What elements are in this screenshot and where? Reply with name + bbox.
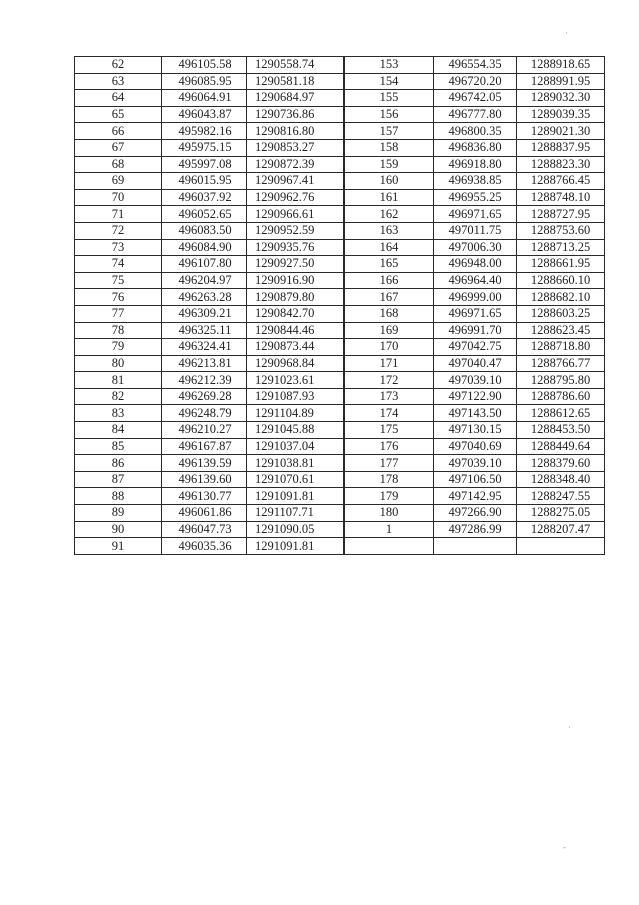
left-y-coordinate-cell: 1290968.84 — [247, 355, 345, 372]
left-point-number-cell: 77 — [75, 305, 162, 322]
right-point-number-cell: 175 — [344, 422, 434, 439]
left-x-coordinate-cell: 496047.73 — [162, 521, 247, 538]
left-x-coordinate-cell: 496085.95 — [162, 73, 247, 90]
coordinate-sheet — [74, 56, 605, 555]
table-row — [75, 173, 605, 190]
right-x-coordinate-cell: 497142.95 — [434, 488, 517, 505]
left-x-coordinate-cell: 496324.41 — [162, 339, 247, 356]
right-x-coordinate-cell: 496971.65 — [434, 206, 517, 223]
right-point-number-cell: 158 — [344, 139, 434, 156]
right-x-coordinate-cell: 497039.10 — [434, 372, 517, 389]
left-point-number-cell: 84 — [75, 422, 162, 439]
right-y-coordinate-cell: 1288682.10 — [517, 289, 605, 306]
left-x-coordinate-cell: 496167.87 — [162, 438, 247, 455]
table-row — [75, 139, 605, 156]
right-point-number-cell: 154 — [344, 73, 434, 90]
right-x-coordinate-cell: 497130.15 — [434, 422, 517, 439]
right-x-coordinate-cell: 497286.99 — [434, 521, 517, 538]
right-y-coordinate-cell: 1288748.10 — [517, 189, 605, 206]
left-y-coordinate-cell: 1291037.04 — [247, 438, 345, 455]
scan-speck: · — [565, 28, 568, 38]
left-point-number-cell: 63 — [75, 73, 162, 90]
right-x-coordinate-cell: 496918.80 — [434, 156, 517, 173]
table-row — [75, 455, 605, 472]
left-point-number-cell: 75 — [75, 272, 162, 289]
right-x-coordinate-cell: 496938.85 — [434, 173, 517, 190]
right-y-coordinate-cell: 1288453.50 — [517, 422, 605, 439]
right-y-coordinate-cell: 1288449.64 — [517, 438, 605, 455]
right-y-coordinate-cell: 1288718.80 — [517, 339, 605, 356]
left-point-number-cell: 64 — [75, 90, 162, 107]
left-y-coordinate-cell: 1290962.76 — [247, 189, 345, 206]
right-x-coordinate-cell: 497266.90 — [434, 505, 517, 522]
table-row — [75, 405, 605, 422]
left-point-number-cell: 87 — [75, 471, 162, 488]
right-y-coordinate-cell: 1288795.80 — [517, 372, 605, 389]
left-x-coordinate-cell: 495975.15 — [162, 139, 247, 156]
table-row — [75, 471, 605, 488]
table-row — [75, 372, 605, 389]
table-row — [75, 222, 605, 239]
table-row — [75, 322, 605, 339]
right-y-coordinate-cell: 1288918.65 — [517, 57, 605, 74]
right-point-number-cell: 172 — [344, 372, 434, 389]
right-y-coordinate-cell: 1288603.25 — [517, 305, 605, 322]
right-x-coordinate-cell: 497040.69 — [434, 438, 517, 455]
left-y-coordinate-cell: 1291091.81 — [247, 488, 345, 505]
right-point-number-cell: 173 — [344, 388, 434, 405]
left-point-number-cell: 88 — [75, 488, 162, 505]
right-point-number-cell: 177 — [344, 455, 434, 472]
right-x-coordinate-cell: 496955.25 — [434, 189, 517, 206]
right-point-number-cell: 162 — [344, 206, 434, 223]
right-point-number-cell: 159 — [344, 156, 434, 173]
left-point-number-cell: 80 — [75, 355, 162, 372]
right-y-coordinate-cell: 1288991.95 — [517, 73, 605, 90]
right-point-number-cell: 166 — [344, 272, 434, 289]
right-y-coordinate-cell: 1289032.30 — [517, 90, 605, 107]
left-y-coordinate-cell: 1290916.90 — [247, 272, 345, 289]
right-point-number-cell: 169 — [344, 322, 434, 339]
left-x-coordinate-cell: 496309.21 — [162, 305, 247, 322]
table-row — [75, 189, 605, 206]
left-point-number-cell: 90 — [75, 521, 162, 538]
left-y-coordinate-cell: 1291104.89 — [247, 405, 345, 422]
left-point-number-cell: 73 — [75, 239, 162, 256]
right-y-coordinate-cell: 1288379.60 — [517, 455, 605, 472]
right-point-number-cell: 174 — [344, 405, 434, 422]
right-y-coordinate-cell: 1289021.30 — [517, 123, 605, 140]
right-y-coordinate-cell: 1288207.47 — [517, 521, 605, 538]
left-y-coordinate-cell: 1291091.81 — [247, 538, 345, 555]
table-row — [75, 73, 605, 90]
right-point-number-cell: 179 — [344, 488, 434, 505]
right-x-coordinate-cell: 496948.00 — [434, 256, 517, 273]
left-x-coordinate-cell: 496248.79 — [162, 405, 247, 422]
left-point-number-cell: 78 — [75, 322, 162, 339]
table-row — [75, 505, 605, 522]
right-x-coordinate-cell: 496742.05 — [434, 90, 517, 107]
left-y-coordinate-cell: 1290844.46 — [247, 322, 345, 339]
left-y-coordinate-cell: 1290842.70 — [247, 305, 345, 322]
left-point-number-cell: 85 — [75, 438, 162, 455]
left-point-number-cell: 69 — [75, 173, 162, 190]
right-y-coordinate-cell: 1288623.45 — [517, 322, 605, 339]
left-x-coordinate-cell: 496107.80 — [162, 256, 247, 273]
left-y-coordinate-cell: 1290684.97 — [247, 90, 345, 107]
left-x-coordinate-cell: 496043.87 — [162, 106, 247, 123]
left-y-coordinate-cell: 1290966.61 — [247, 206, 345, 223]
right-y-coordinate-cell: 1288753.60 — [517, 222, 605, 239]
right-y-coordinate-cell: 1288727.95 — [517, 206, 605, 223]
left-y-coordinate-cell: 1291038.81 — [247, 455, 345, 472]
left-point-number-cell: 89 — [75, 505, 162, 522]
left-y-coordinate-cell: 1290736.86 — [247, 106, 345, 123]
right-point-number-cell: 155 — [344, 90, 434, 107]
left-x-coordinate-cell: 496130.77 — [162, 488, 247, 505]
left-point-number-cell: 65 — [75, 106, 162, 123]
right-x-coordinate-cell: 496720.20 — [434, 73, 517, 90]
right-point-number-cell: 180 — [344, 505, 434, 522]
scan-speck: · — [568, 722, 571, 732]
table-row — [75, 355, 605, 372]
left-x-coordinate-cell: 495997.08 — [162, 156, 247, 173]
left-y-coordinate-cell: 1290872.39 — [247, 156, 345, 173]
left-y-coordinate-cell: 1291087.93 — [247, 388, 345, 405]
right-y-coordinate-cell: 1288837.95 — [517, 139, 605, 156]
table-row — [75, 388, 605, 405]
left-y-coordinate-cell: 1290581.18 — [247, 73, 345, 90]
table-row — [75, 488, 605, 505]
right-point-number-cell: 160 — [344, 173, 434, 190]
right-y-coordinate-cell: 1288766.77 — [517, 355, 605, 372]
table-row — [75, 538, 605, 555]
left-x-coordinate-cell: 496083.50 — [162, 222, 247, 239]
right-point-number-cell: 167 — [344, 289, 434, 306]
left-point-number-cell: 74 — [75, 256, 162, 273]
right-point-number-cell: 168 — [344, 305, 434, 322]
right-x-coordinate-cell: 496991.70 — [434, 322, 517, 339]
table-row — [75, 289, 605, 306]
left-y-coordinate-cell: 1291023.61 — [247, 372, 345, 389]
left-point-number-cell: 71 — [75, 206, 162, 223]
right-y-coordinate-cell: 1288823.30 — [517, 156, 605, 173]
right-x-coordinate-cell: 497039.10 — [434, 455, 517, 472]
left-x-coordinate-cell: 496037.92 — [162, 189, 247, 206]
left-point-number-cell: 79 — [75, 339, 162, 356]
left-point-number-cell: 70 — [75, 189, 162, 206]
left-x-coordinate-cell: 496269.28 — [162, 388, 247, 405]
right-point-number-cell: 178 — [344, 471, 434, 488]
right-point-number-cell: 161 — [344, 189, 434, 206]
right-x-coordinate-cell: 497042.75 — [434, 339, 517, 356]
left-y-coordinate-cell: 1290558.74 — [247, 57, 345, 74]
table-row — [75, 305, 605, 322]
table-row — [75, 106, 605, 123]
right-point-number-cell: 176 — [344, 438, 434, 455]
right-y-coordinate-cell: 1288275.05 — [517, 505, 605, 522]
left-x-coordinate-cell: 496213.81 — [162, 355, 247, 372]
table-row — [75, 521, 605, 538]
left-point-number-cell: 91 — [75, 538, 162, 555]
right-x-coordinate-cell: 496964.40 — [434, 272, 517, 289]
right-x-coordinate-cell: 497143.50 — [434, 405, 517, 422]
right-point-number-cell: 170 — [344, 339, 434, 356]
left-x-coordinate-cell: 496015.95 — [162, 173, 247, 190]
left-y-coordinate-cell: 1291070.61 — [247, 471, 345, 488]
left-x-coordinate-cell: 496212.39 — [162, 372, 247, 389]
left-x-coordinate-cell: 496325.11 — [162, 322, 247, 339]
left-y-coordinate-cell: 1290927.50 — [247, 256, 345, 273]
left-y-coordinate-cell: 1291090.05 — [247, 521, 345, 538]
right-y-coordinate-cell: 1288786.60 — [517, 388, 605, 405]
right-point-number-cell: 157 — [344, 123, 434, 140]
left-x-coordinate-cell: 496204.97 — [162, 272, 247, 289]
right-point-number-cell: 156 — [344, 106, 434, 123]
right-x-coordinate-cell: 496999.00 — [434, 289, 517, 306]
left-x-coordinate-cell: 496263.28 — [162, 289, 247, 306]
left-x-coordinate-cell: 495982.16 — [162, 123, 247, 140]
right-x-coordinate-cell: 497011.75 — [434, 222, 517, 239]
left-point-number-cell: 66 — [75, 123, 162, 140]
left-y-coordinate-cell: 1290967.41 — [247, 173, 345, 190]
left-point-number-cell: 83 — [75, 405, 162, 422]
right-y-coordinate-cell — [517, 538, 605, 555]
table-row — [75, 123, 605, 140]
table-row — [75, 57, 605, 74]
left-y-coordinate-cell: 1291107.71 — [247, 505, 345, 522]
right-point-number-cell: 1 — [344, 521, 434, 538]
right-y-coordinate-cell: 1288612.65 — [517, 405, 605, 422]
right-point-number-cell: 171 — [344, 355, 434, 372]
right-point-number-cell: 164 — [344, 239, 434, 256]
table-row — [75, 438, 605, 455]
table-row — [75, 339, 605, 356]
left-x-coordinate-cell: 496064.91 — [162, 90, 247, 107]
right-x-coordinate-cell: 497106.50 — [434, 471, 517, 488]
right-y-coordinate-cell: 1288348.40 — [517, 471, 605, 488]
right-x-coordinate-cell: 496836.80 — [434, 139, 517, 156]
right-x-coordinate-cell: 497040.47 — [434, 355, 517, 372]
right-y-coordinate-cell: 1288713.25 — [517, 239, 605, 256]
left-x-coordinate-cell: 496052.65 — [162, 206, 247, 223]
table-row — [75, 206, 605, 223]
left-y-coordinate-cell: 1290873.44 — [247, 339, 345, 356]
coordinate-table — [74, 56, 605, 555]
left-y-coordinate-cell: 1290952.59 — [247, 222, 345, 239]
left-point-number-cell: 62 — [75, 57, 162, 74]
right-point-number-cell: 165 — [344, 256, 434, 273]
right-point-number-cell — [344, 538, 434, 555]
left-y-coordinate-cell: 1290853.27 — [247, 139, 345, 156]
left-x-coordinate-cell: 496139.59 — [162, 455, 247, 472]
table-row — [75, 156, 605, 173]
left-point-number-cell: 68 — [75, 156, 162, 173]
coordinate-table-body — [75, 57, 605, 555]
table-row — [75, 256, 605, 273]
left-point-number-cell: 72 — [75, 222, 162, 239]
right-x-coordinate-cell — [434, 538, 517, 555]
scan-speck: - — [563, 842, 566, 852]
left-point-number-cell: 76 — [75, 289, 162, 306]
left-x-coordinate-cell: 496105.58 — [162, 57, 247, 74]
left-x-coordinate-cell: 496084.90 — [162, 239, 247, 256]
left-y-coordinate-cell: 1290879.80 — [247, 289, 345, 306]
right-x-coordinate-cell: 496800.35 — [434, 123, 517, 140]
right-y-coordinate-cell: 1288660.10 — [517, 272, 605, 289]
left-x-coordinate-cell: 496035.36 — [162, 538, 247, 555]
right-y-coordinate-cell: 1289039.35 — [517, 106, 605, 123]
right-point-number-cell: 163 — [344, 222, 434, 239]
right-x-coordinate-cell: 496554.35 — [434, 57, 517, 74]
left-y-coordinate-cell: 1290816.80 — [247, 123, 345, 140]
left-point-number-cell: 82 — [75, 388, 162, 405]
left-point-number-cell: 67 — [75, 139, 162, 156]
left-y-coordinate-cell: 1291045.88 — [247, 422, 345, 439]
left-x-coordinate-cell: 496061.86 — [162, 505, 247, 522]
table-row — [75, 272, 605, 289]
left-y-coordinate-cell: 1290935.76 — [247, 239, 345, 256]
left-point-number-cell: 86 — [75, 455, 162, 472]
right-y-coordinate-cell: 1288766.45 — [517, 173, 605, 190]
right-y-coordinate-cell: 1288247.55 — [517, 488, 605, 505]
right-x-coordinate-cell: 497006.30 — [434, 239, 517, 256]
left-point-number-cell: 81 — [75, 372, 162, 389]
left-x-coordinate-cell: 496139.60 — [162, 471, 247, 488]
left-x-coordinate-cell: 496210.27 — [162, 422, 247, 439]
right-point-number-cell: 153 — [344, 57, 434, 74]
table-row — [75, 422, 605, 439]
table-row — [75, 239, 605, 256]
right-y-coordinate-cell: 1288661.95 — [517, 256, 605, 273]
table-row — [75, 90, 605, 107]
right-x-coordinate-cell: 496971.65 — [434, 305, 517, 322]
right-x-coordinate-cell: 496777.80 — [434, 106, 517, 123]
right-x-coordinate-cell: 497122.90 — [434, 388, 517, 405]
